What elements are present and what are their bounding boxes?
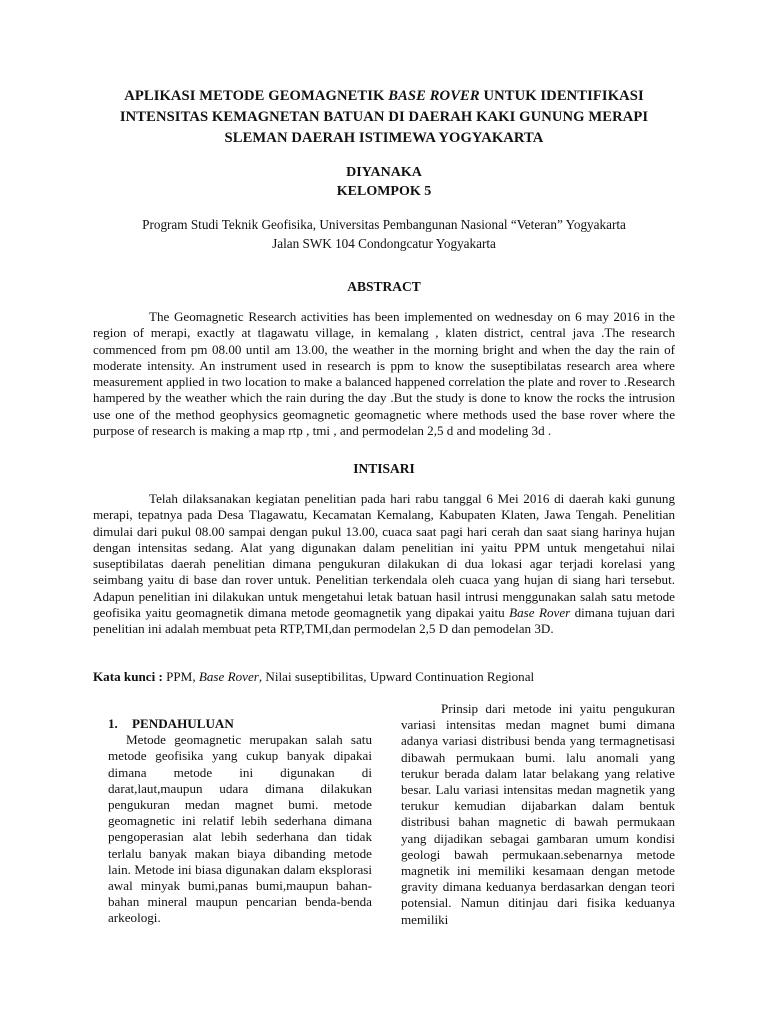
title-line-2: INTENSITAS KEMAGNETAN BATUAN DI DAERAH KAKI GUNUNG MERAPI: [119, 109, 649, 125]
section-body: Metode geomagnetic merupakan salah satu metode geofisika yang cukup banyak dipakai dimana metode ini digunakan di darat,laut,maupun udara dimana dilakukan pengukuran medan magnet bumi. metode geomagnetic ini relatif lebih sederhana dimana pengoperasian alat lebih sederhana dan tidak terlalu banyak makan biaya dibanding metode lain. Metode ini biasa digunakan dalam eksplorasi awal minyak bumi,panas bumi,maupun bahan-bahan mineral maupun pencarian benda-benda arkeologi.: [108, 732, 372, 926]
intisari-body-post: dimana tujuan dari penelitian ini adalah membuat peta RTP,TMI,dan permodelan 2,5 D dan pemodelan 3D.: [93, 605, 675, 637]
intisari-body-italic: Base Rover: [509, 605, 571, 621]
author-name: DIYANAKA: [346, 165, 422, 180]
right-body: Prinsip dari metode ini yaitu pengukuran variasi intensitas medan magnet bumi dimana adanya variasi distribusi benda yang termagnetisasi dibawah permukaan bumi. lalu anomali yang terukur berada dalam latar belakang yang relative besar. Lalu variasi intensitas medan magnetik yang terukur kemudian dijabarkan dalam bentuk distribusi bahan magnetic di bawah permukaan yang dijadikan sebagai gambaran umum kondisi geologi bawah permukaan.sebenarnya metode magnetik ini memiliki kesamaan dengan metode gravity dimana keduanya berdasarkan dengan teori potensial. Namun ditinjau dari fisika keduanya memiliki: [401, 701, 675, 927]
section-number: 1.: [108, 716, 118, 731]
keywords-post: , Nilai suseptibilitas, Upward Continuation Regional: [258, 669, 535, 684]
section-paragraph: [108, 732, 372, 926]
author-group: KELOMPOK 5: [336, 184, 432, 199]
intisari-heading: INTISARI: [353, 461, 415, 476]
intisari-body-pre: Telah dilaksanakan kegiatan penelitian pada hari rabu tanggal 6 Mei 2016 di daerah kaki gunung merapi, tepatnya pada Desa Tlagawatu, Kecamatan Kemalang, Kabupaten Klaten, Jawa Tengah. Penelitian dimulai dari pukul 08.00 sampai dengan pukul 13.00, cuaca saat pagi hari cerah dan saat siang harinya hujan dengan intensitas sedang. Alat yang digunakan dalam penelitian ini yaitu PPM untuk mengetahui nilai suseptibilatas daerah penelitian dimana pengukuran dilakukan di dua lokasi agar terjadi korelasi yang seimbang yaitu di base dan rover untuk. Penelitian terkendala oleh cuaca yang hujan di siang hari tersebut. Adapun penelitian ini dilakukan untuk mengetahui letak batuan hasil intrusi menggunakan salah satu metode geofisika yaitu geomagnetik dimana metode geomagnetik yang dipakai yaitu: [93, 491, 675, 621]
section-heading: [108, 716, 372, 732]
title-line-1-italic: BASE ROVER: [388, 88, 480, 104]
right-paragraph: [401, 701, 675, 928]
abstract-heading: ABSTRACT: [347, 279, 421, 294]
intisari-text: [93, 491, 675, 638]
affiliation-line-1: Program Studi Teknik Geofisika, Universitas Pembangunan Nasional “Veteran” Yogyakarta: [142, 217, 626, 232]
keywords-italic: Base Rover: [198, 669, 259, 684]
title-line-1-pre: APLIKASI METODE GEOMAGNETIK: [124, 88, 389, 104]
abstract-text: [93, 309, 675, 439]
section-title: PENDAHULUAN: [132, 716, 234, 731]
title-line-3: SLEMAN DAERAH ISTIMEWA YOGYAKARTA: [224, 130, 544, 146]
abstract-body: The Geomagnetic Research activities has been implemented on wednesday on 6 may 2016 in the region of merapi, exactly at tlagawatu village, in kemalang , klaten district, central java .The research commenced from pm 08.00 until am 13.00, the weather in the morning bright and when the day the rain of moderate intensity. An instrument used in research is ppm to know the suseptibilatas research area where measurement applied in two location to make a balanced happened correlation the plate and rover to .Research hampered by the weather which the rain during the day .But the study is done to know the rocks the intrusion use one of the method geophysics geomagnetic geomagnetic where methods used the base rover where the purpose of research is making a map rtp , tmi , and permodelan 2,5 d and modeling 3d .: [93, 309, 675, 439]
author-block: [60, 163, 708, 201]
keywords-label: Kata kunci :: [93, 669, 163, 684]
keywords-pre: PPM,: [162, 669, 199, 684]
paper-title: [60, 86, 708, 149]
keywords-line: [93, 669, 693, 685]
left-column: [108, 716, 372, 927]
title-line-1: [60, 86, 708, 107]
title-line-1-post: UNTUK IDENTIFIKASI: [479, 88, 644, 104]
affiliation-line-2: Jalan SWK 104 Condongcatur Yogyakarta: [272, 235, 496, 251]
affiliation-block: [60, 216, 708, 253]
right-column: [401, 701, 675, 928]
